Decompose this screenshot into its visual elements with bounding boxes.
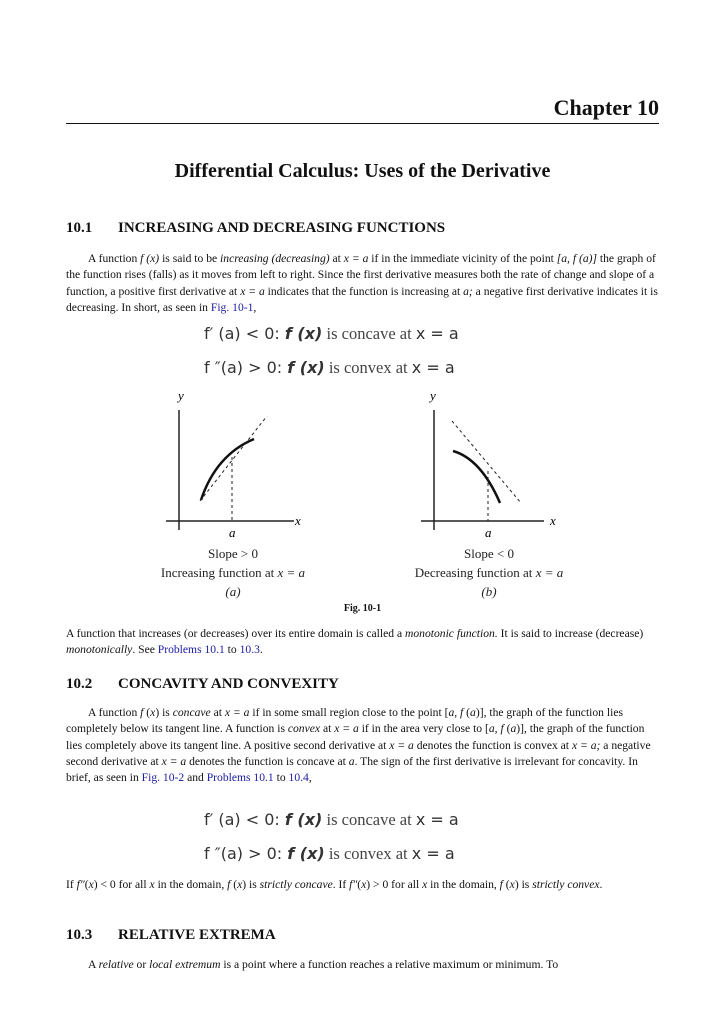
paragraph-monotonic: A function that increases (or decreases) over its entire domain is called a monotonic function. It is said to increase (decrease) monotonically. See Problems 10.1 to 10.3. bbox=[66, 627, 644, 657]
section-title: CONCAVITY AND CONVEXITY bbox=[118, 676, 339, 692]
section-title: INCREASING AND DECREASING FUNCTIONS bbox=[118, 220, 446, 236]
panel-a bbox=[166, 388, 301, 540]
point-a-label: a bbox=[229, 525, 236, 540]
paragraph-concavity: A function f (x) is concave at x = a if in some small region close to the point [a, f (a)], the graph of the function lies completely below its tangent line. A function is convex at x = a if in the area very close to [a, f (a)], the graph of the function lies completely above its tangent line. A positive second derivative at x = a denotes the function is convex at x = a; a negative second derivative at x = a denotes the function is concave at a. The sign of the first derivative is irrelevant for concavity. In brief, as seen in Fig. 10-2 and Problems 10.1 to 10.4, bbox=[66, 706, 651, 785]
chapter-rule bbox=[66, 123, 659, 124]
section-heading-10-1 bbox=[66, 220, 445, 237]
paragraph-strict: If f″(x) < 0 for all x in the domain, f (x) is strictly concave. If f″(x) > 0 for all x in the domain, f (x) is strictly convex. bbox=[66, 878, 603, 891]
formula-convex-1: f ″(a) > 0: f (x) is convex at x = a bbox=[204, 358, 455, 377]
y-axis-label: y bbox=[430, 388, 436, 403]
link-problem-10-3[interactable]: 10.3 bbox=[239, 643, 260, 657]
point-a-label: a bbox=[485, 525, 492, 540]
figure-a-caption bbox=[144, 544, 322, 601]
decreasing-curve bbox=[453, 451, 500, 503]
formula-concave-2: f′ (a) < 0: f (x) is concave at x = a bbox=[204, 810, 459, 829]
chapter-label: Chapter 10 bbox=[553, 95, 659, 120]
figure-caption: Fig. 10-1 bbox=[343, 603, 382, 614]
section-number: 10.1 bbox=[66, 220, 93, 236]
figure-10-1 bbox=[66, 385, 659, 545]
paragraph-increasing: A function f (x) is said to be increasing (decreasing) at x = a if in the immediate vicinity of the point [a, f (a)] the graph of the function rises (falls) as it moves from left to right. Since the first derivative measures both the rate of change and slope of a function, a positive first derivative at x = a indicates that the function is increasing at a; a negative first derivative indicates it is decreasing. In short, as seen in Fig. 10-1, bbox=[66, 252, 658, 314]
function-desc: Increasing function at x = a bbox=[160, 565, 306, 580]
formula-convex-2: f ″(a) > 0: f (x) is convex at x = a bbox=[204, 844, 455, 863]
paragraph-relative-extrema: A relative or local extremum is a point where a function reaches a relative maximum or minimum. To bbox=[88, 958, 559, 971]
slope-label: Slope < 0 bbox=[464, 546, 514, 561]
section-title: RELATIVE EXTREMA bbox=[118, 927, 276, 943]
formula-concave-1: f′ (a) < 0: f (x) is concave at x = a bbox=[204, 324, 459, 343]
link-fig-10-1[interactable]: Fig. 10-1 bbox=[210, 300, 254, 314]
chapter-title: Differential Calculus: Uses of the Derivative bbox=[174, 160, 551, 182]
section-number: 10.2 bbox=[66, 676, 93, 692]
x-axis-label: x bbox=[550, 513, 556, 528]
panel-b bbox=[421, 388, 556, 540]
panel-tag: (a) bbox=[225, 584, 241, 599]
panel-tag: (b) bbox=[481, 584, 497, 599]
function-desc: Decreasing function at x = a bbox=[414, 565, 564, 580]
link-problems-10-1[interactable]: Problems 10.1 bbox=[206, 771, 274, 785]
link-problem-10-4[interactable]: 10.4 bbox=[288, 771, 309, 785]
section-number: 10.3 bbox=[66, 927, 93, 943]
y-axis-label: y bbox=[178, 388, 184, 403]
x-axis-label: x bbox=[295, 513, 301, 528]
link-fig-10-2[interactable]: Fig. 10-2 bbox=[141, 771, 185, 785]
slope-label: Slope > 0 bbox=[208, 546, 258, 561]
link-problems-10-1[interactable]: Problems 10.1 bbox=[157, 643, 225, 657]
section-heading-10-3 bbox=[66, 927, 276, 944]
section-heading-10-2 bbox=[66, 676, 339, 693]
figure-b-caption bbox=[394, 544, 584, 601]
increasing-curve bbox=[201, 439, 254, 500]
tangent-line bbox=[452, 421, 521, 503]
tangent-line bbox=[200, 416, 267, 501]
